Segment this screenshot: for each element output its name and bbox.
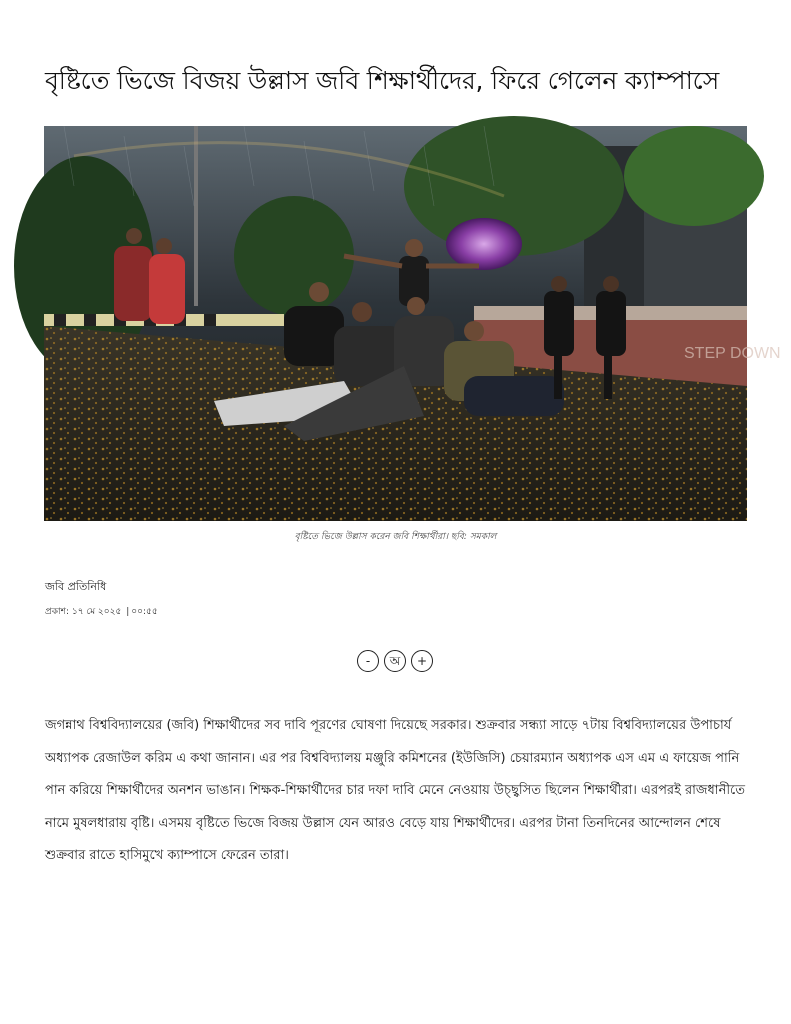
published-time: ০০:৫৫ — [131, 607, 158, 617]
byline: জবি প্রতিনিধি — [45, 580, 107, 593]
font-reset-button[interactable]: অ — [384, 650, 406, 672]
photo-caption: বৃষ্টিতে ভিজে উল্লাস করেন জবি শিক্ষার্থীরা। ছবি: সমকাল — [294, 532, 497, 542]
published-info — [45, 604, 158, 619]
article-photo — [44, 126, 781, 521]
font-increase-button[interactable]: + — [411, 650, 433, 672]
wall-graffiti: STEP DOWN — [684, 345, 781, 362]
article-body: জগন্নাথ বিশ্ববিদ্যালয়ের (জবি) শিক্ষার্থীদের সব দাবি পূরণের ঘোষণা দিয়েছে সরকার। শুক্রবার সন্ধ্যা সাড়ে ৭টায় বিশ্ববিদ্যালয়ের উপাচার্য অধ্যাপক রেজাউল করিম এ কথা জানান। এর পর বিশ্ববিদ্যালয় মঞ্জুরি কমিশনের (ইউজিসি) চেয়ারম্যান অধ্যাপক এস এম এ ফায়েজ পানি পান করিয়ে শিক্ষার্থীদের অনশন ভাঙান। শিক্ষক-শিক্ষার্থীদের চার দফা দাবি মেনে নেওয়ায় উচ্ছ্বসিত ছিলেন শিক্ষার্থীরা। এরপরই রাজধানীতে নামে মুষলধারায় বৃষ্টি। এসময় বৃষ্টিতে ভিজে বিজয় উল্লাস যেন আরও বেড়ে যায় শিক্ষার্থীদের। এরপর টানা তিনদিনের আন্দোলন শেষে শুক্রবার রাতে হাসিমুখে ক্যাম্পাসে ফেরেন তারা। — [45, 718, 746, 863]
font-decrease-button[interactable]: - — [357, 650, 379, 672]
published-label: প্রকাশ: — [45, 607, 69, 617]
published-separator: | — [126, 607, 130, 617]
font-size-controls — [357, 650, 433, 672]
published-date: ১৭ মে ২০২৫ — [71, 607, 122, 617]
headline: বৃষ্টিতে ভিজে বিজয় উল্লাস জবি শিক্ষার্থীদের, ফিরে গেলেন ক্যাম্পাসে — [45, 66, 720, 95]
